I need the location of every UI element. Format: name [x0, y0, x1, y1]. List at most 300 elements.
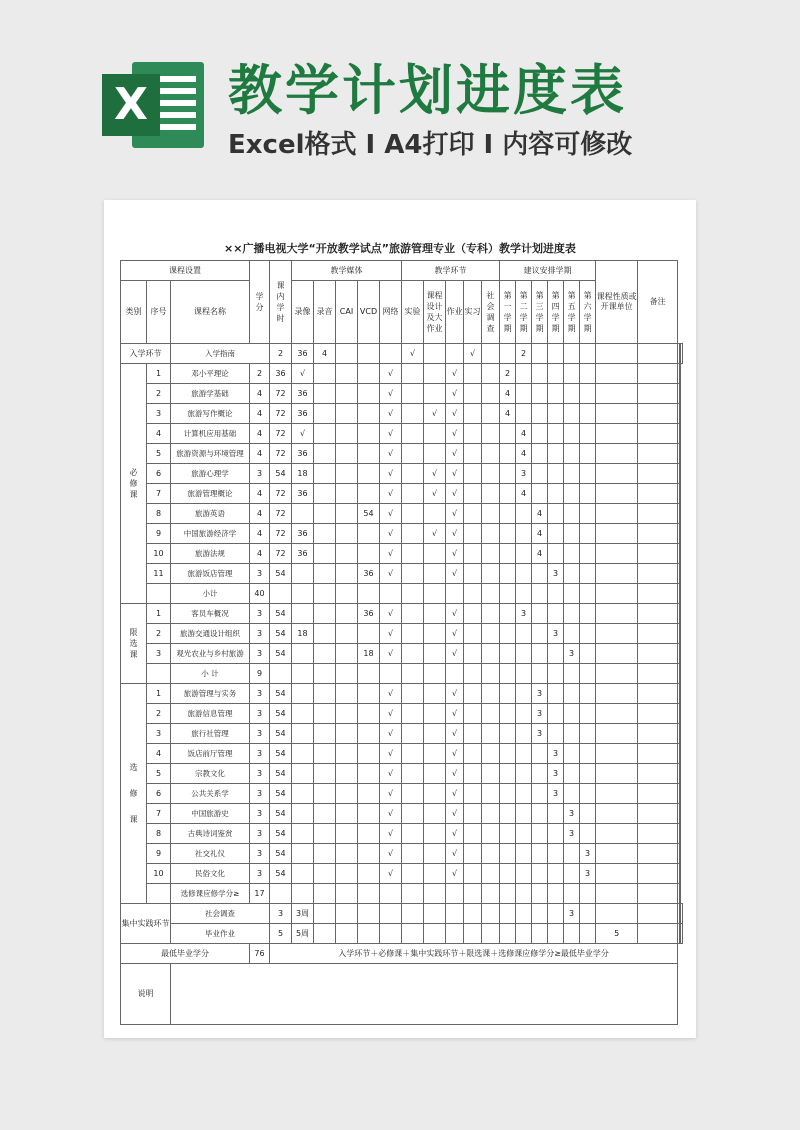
- data-cell: [358, 924, 380, 944]
- data-cell: 36: [292, 444, 314, 464]
- data-cell: [292, 804, 314, 824]
- data-cell: [532, 664, 548, 684]
- data-cell: √: [380, 524, 402, 544]
- data-cell: √: [424, 524, 446, 544]
- data-cell: [336, 824, 358, 844]
- data-cell: [336, 604, 358, 624]
- table-row: [121, 824, 683, 844]
- data-cell: √: [446, 364, 464, 384]
- data-cell: √: [380, 424, 402, 444]
- data-cell: [564, 464, 580, 484]
- data-cell: [500, 344, 516, 364]
- notes-label: 说明: [121, 964, 171, 1025]
- data-cell: [548, 484, 564, 504]
- data-cell: 36: [292, 484, 314, 504]
- data-cell: [638, 824, 678, 844]
- data-cell: [464, 684, 482, 704]
- data-cell: [580, 404, 596, 424]
- data-cell: [424, 664, 446, 684]
- data-cell: [380, 664, 402, 684]
- data-cell: [402, 724, 424, 744]
- course-name-cell: 计算机应用基础: [171, 424, 250, 444]
- data-cell: [464, 484, 482, 504]
- data-cell: √: [446, 544, 464, 564]
- data-cell: [358, 664, 380, 684]
- data-cell: [292, 824, 314, 844]
- data-cell: 18: [292, 464, 314, 484]
- plan-table: [120, 260, 683, 1025]
- data-cell: [564, 684, 580, 704]
- data-cell: √: [380, 604, 402, 624]
- data-cell: [564, 724, 580, 744]
- data-cell: [424, 384, 446, 404]
- data-cell: [564, 544, 580, 564]
- data-cell: [596, 744, 638, 764]
- data-cell: [402, 504, 424, 524]
- seq-cell: 1: [147, 364, 171, 384]
- data-cell: [402, 704, 424, 724]
- data-cell: [464, 764, 482, 784]
- header-link-survey: 社会调查: [482, 281, 500, 344]
- data-cell: [446, 884, 464, 904]
- data-cell: [292, 584, 314, 604]
- data-cell: [336, 904, 358, 924]
- data-cell: [516, 384, 532, 404]
- data-cell: [580, 544, 596, 564]
- data-cell: √: [446, 564, 464, 584]
- header-credit: 学分: [250, 261, 270, 344]
- data-cell: [500, 464, 516, 484]
- course-name-cell: 旅游管理与实务: [171, 684, 250, 704]
- data-cell: [424, 844, 446, 864]
- data-cell: [380, 924, 402, 944]
- data-cell: [548, 724, 564, 744]
- course-name-cell: 选修课应修学分≥: [171, 884, 250, 904]
- data-cell: 4: [250, 384, 270, 404]
- table-row: [121, 784, 683, 804]
- data-cell: √: [380, 824, 402, 844]
- remarks-cell: [679, 824, 681, 844]
- notes-content: [171, 964, 678, 1025]
- data-cell: 54: [270, 804, 292, 824]
- data-cell: [402, 404, 424, 424]
- data-cell: √: [446, 824, 464, 844]
- data-cell: [580, 784, 596, 804]
- data-cell: [314, 464, 336, 484]
- data-cell: [292, 724, 314, 744]
- data-cell: [564, 844, 580, 864]
- data-cell: [314, 484, 336, 504]
- data-cell: [358, 724, 380, 744]
- data-cell: [596, 524, 638, 544]
- data-cell: [380, 584, 402, 604]
- data-cell: [532, 864, 548, 884]
- data-cell: 36: [292, 524, 314, 544]
- table-row: [121, 964, 683, 1025]
- data-cell: [424, 544, 446, 564]
- data-cell: √: [380, 864, 402, 884]
- course-name-cell: 观光农业与乡村旅游: [171, 644, 250, 664]
- course-name-cell: 旅游交通设计组织: [171, 624, 250, 644]
- data-cell: [564, 664, 580, 684]
- data-cell: 72: [270, 544, 292, 564]
- data-cell: [402, 744, 424, 764]
- min-credit-label: 最低毕业学分: [121, 944, 250, 964]
- data-cell: 3: [564, 644, 580, 664]
- data-cell: 18: [358, 644, 380, 664]
- data-cell: [500, 524, 516, 544]
- data-cell: [500, 764, 516, 784]
- data-cell: [314, 744, 336, 764]
- data-cell: [358, 704, 380, 724]
- data-cell: [564, 624, 580, 644]
- data-cell: [500, 704, 516, 724]
- data-cell: [424, 804, 446, 824]
- data-cell: [516, 904, 532, 924]
- data-cell: [516, 664, 532, 684]
- data-cell: [532, 904, 548, 924]
- course-name-cell: 入学指南: [171, 344, 270, 364]
- header-media-video: 录像: [292, 281, 314, 344]
- data-cell: [516, 744, 532, 764]
- data-cell: 54: [270, 724, 292, 744]
- remarks-cell: [679, 684, 681, 704]
- data-cell: [380, 884, 402, 904]
- data-cell: [464, 924, 482, 944]
- data-cell: [358, 404, 380, 424]
- data-cell: [424, 344, 446, 364]
- data-cell: [638, 584, 678, 604]
- header-media-audio: 录音: [314, 281, 336, 344]
- data-cell: [270, 884, 292, 904]
- data-cell: [638, 404, 678, 424]
- data-cell: 4: [250, 544, 270, 564]
- remarks-cell: [679, 604, 681, 624]
- data-cell: 4: [500, 404, 516, 424]
- data-cell: [548, 424, 564, 444]
- data-cell: [516, 844, 532, 864]
- data-cell: [464, 444, 482, 464]
- data-cell: [292, 844, 314, 864]
- data-cell: √: [424, 404, 446, 424]
- data-cell: [500, 844, 516, 864]
- document-sheet: [104, 200, 696, 1038]
- seq-cell: [147, 584, 171, 604]
- data-cell: [596, 384, 638, 404]
- data-cell: [596, 804, 638, 824]
- data-cell: [292, 784, 314, 804]
- data-cell: [500, 804, 516, 824]
- data-cell: [292, 504, 314, 524]
- data-cell: [424, 444, 446, 464]
- data-cell: [638, 644, 678, 664]
- table-row: [121, 504, 683, 524]
- seq-cell: 7: [147, 804, 171, 824]
- data-cell: √: [446, 424, 464, 444]
- data-cell: [580, 724, 596, 744]
- data-cell: [564, 344, 580, 364]
- data-cell: 3: [250, 844, 270, 864]
- seq-cell: 1: [147, 684, 171, 704]
- data-cell: [402, 584, 424, 604]
- data-cell: 36: [292, 404, 314, 424]
- data-cell: [532, 884, 548, 904]
- data-cell: [482, 704, 500, 724]
- course-name-cell: 客员车概况: [171, 604, 250, 624]
- data-cell: [336, 404, 358, 424]
- header-semester-5: 第五学期: [564, 281, 580, 344]
- table-row: [121, 564, 683, 584]
- data-cell: [314, 424, 336, 444]
- course-name-cell: 邓小平理论: [171, 364, 250, 384]
- data-cell: [548, 704, 564, 724]
- data-cell: [464, 904, 482, 924]
- data-cell: 4: [500, 384, 516, 404]
- data-cell: [336, 804, 358, 824]
- data-cell: [314, 864, 336, 884]
- data-cell: [596, 704, 638, 724]
- remarks-cell: [679, 784, 681, 804]
- data-cell: [564, 504, 580, 524]
- data-cell: [336, 524, 358, 544]
- data-cell: 2: [516, 344, 532, 364]
- data-cell: [482, 564, 500, 584]
- data-cell: [638, 484, 678, 504]
- data-cell: [424, 364, 446, 384]
- data-cell: [482, 644, 500, 664]
- data-cell: 4: [250, 504, 270, 524]
- table-row: [121, 344, 683, 364]
- data-cell: 9: [250, 664, 270, 684]
- data-cell: [482, 844, 500, 864]
- remarks-cell: [679, 884, 681, 904]
- data-cell: [580, 804, 596, 824]
- data-cell: [638, 844, 678, 864]
- data-cell: [500, 584, 516, 604]
- data-cell: [314, 784, 336, 804]
- data-cell: [564, 384, 580, 404]
- data-cell: [532, 824, 548, 844]
- remarks-cell: [679, 704, 681, 724]
- data-cell: [516, 924, 532, 944]
- data-cell: [580, 924, 596, 944]
- table-row: [121, 484, 683, 504]
- data-cell: 54: [270, 684, 292, 704]
- table-row: [121, 604, 683, 624]
- data-cell: [446, 904, 464, 924]
- data-cell: 72: [270, 444, 292, 464]
- data-cell: [548, 404, 564, 424]
- data-cell: [314, 364, 336, 384]
- seq-cell: 10: [147, 864, 171, 884]
- remarks-cell: [679, 364, 681, 384]
- data-cell: [580, 484, 596, 504]
- seq-cell: 8: [147, 504, 171, 524]
- data-cell: [500, 884, 516, 904]
- data-cell: 4: [250, 444, 270, 464]
- credit-formula: 入学环节＋必修课＋集中实践环节＋限选课＋选修课应修学分≥最低毕业学分: [270, 944, 678, 964]
- data-cell: [596, 884, 638, 904]
- course-name-cell: 旅游学基础: [171, 384, 250, 404]
- data-cell: 3: [564, 824, 580, 844]
- data-cell: [292, 864, 314, 884]
- data-cell: 4: [250, 524, 270, 544]
- data-cell: [638, 344, 678, 364]
- data-cell: [380, 344, 402, 364]
- category-practice: 集中实践环节: [121, 904, 171, 944]
- data-cell: [500, 484, 516, 504]
- data-cell: [564, 764, 580, 784]
- data-cell: [402, 524, 424, 544]
- course-name-cell: 小 计: [171, 664, 250, 684]
- data-cell: [358, 484, 380, 504]
- data-cell: [336, 584, 358, 604]
- data-cell: 3: [250, 604, 270, 624]
- data-cell: [548, 464, 564, 484]
- data-cell: [580, 664, 596, 684]
- table-row: [121, 444, 683, 464]
- data-cell: 3: [250, 644, 270, 664]
- data-cell: √: [380, 804, 402, 824]
- data-cell: [336, 644, 358, 664]
- data-cell: [314, 444, 336, 464]
- data-cell: [548, 364, 564, 384]
- data-cell: √: [380, 364, 402, 384]
- data-cell: [596, 464, 638, 484]
- data-cell: [402, 364, 424, 384]
- data-cell: [482, 384, 500, 404]
- course-name-cell: 民俗文化: [171, 864, 250, 884]
- data-cell: [336, 884, 358, 904]
- data-cell: [446, 924, 464, 944]
- data-cell: [336, 864, 358, 884]
- data-cell: [532, 644, 548, 664]
- data-cell: √: [446, 704, 464, 724]
- data-cell: [580, 884, 596, 904]
- data-cell: [564, 604, 580, 624]
- seq-cell: 2: [147, 624, 171, 644]
- data-cell: [638, 504, 678, 524]
- data-cell: [596, 484, 638, 504]
- data-cell: [580, 904, 596, 924]
- data-cell: [402, 844, 424, 864]
- header-link-hw: 作业: [446, 281, 464, 344]
- table-row: [121, 524, 683, 544]
- data-cell: [532, 804, 548, 824]
- data-cell: [596, 784, 638, 804]
- header-semester-2: 第二学期: [516, 281, 532, 344]
- data-cell: [270, 584, 292, 604]
- data-cell: √: [446, 844, 464, 864]
- data-cell: [336, 544, 358, 564]
- seq-cell: 2: [147, 384, 171, 404]
- data-cell: √: [380, 684, 402, 704]
- data-cell: [638, 924, 678, 944]
- data-cell: √: [380, 624, 402, 644]
- data-cell: 54: [270, 864, 292, 884]
- data-cell: 36: [292, 344, 314, 364]
- data-cell: [638, 664, 678, 684]
- table-row: [121, 384, 683, 404]
- data-cell: [292, 644, 314, 664]
- data-cell: [464, 424, 482, 444]
- table-row: [121, 844, 683, 864]
- data-cell: √: [380, 724, 402, 744]
- data-cell: [638, 784, 678, 804]
- data-cell: [482, 724, 500, 744]
- min-credit-value: 76: [250, 944, 270, 964]
- data-cell: [402, 464, 424, 484]
- data-cell: [516, 584, 532, 604]
- header-course-name: 课程名称: [171, 281, 250, 344]
- data-cell: [596, 404, 638, 424]
- data-cell: [314, 564, 336, 584]
- data-cell: 72: [270, 484, 292, 504]
- data-cell: [638, 464, 678, 484]
- data-cell: 2: [270, 344, 292, 364]
- data-cell: [638, 764, 678, 784]
- seq-cell: 3: [147, 644, 171, 664]
- data-cell: [402, 664, 424, 684]
- data-cell: [564, 784, 580, 804]
- data-cell: [336, 424, 358, 444]
- data-cell: √: [292, 424, 314, 444]
- data-cell: √: [446, 644, 464, 664]
- header-links: 教学环节: [402, 261, 500, 281]
- seq-cell: 5: [147, 764, 171, 784]
- remarks-cell: [679, 764, 681, 784]
- data-cell: [358, 444, 380, 464]
- data-cell: 40: [250, 584, 270, 604]
- data-cell: [516, 504, 532, 524]
- data-cell: [314, 624, 336, 644]
- remarks-cell: [679, 664, 681, 684]
- data-cell: [464, 804, 482, 824]
- data-cell: [314, 904, 336, 924]
- data-cell: [516, 784, 532, 804]
- data-cell: √: [380, 464, 402, 484]
- course-name-cell: 旅游心理学: [171, 464, 250, 484]
- data-cell: [424, 584, 446, 604]
- data-cell: √: [446, 764, 464, 784]
- data-cell: 3: [580, 844, 596, 864]
- data-cell: [446, 584, 464, 604]
- data-cell: [532, 584, 548, 604]
- data-cell: [482, 604, 500, 624]
- data-cell: [482, 524, 500, 544]
- data-cell: [516, 824, 532, 844]
- data-cell: [464, 364, 482, 384]
- data-cell: [500, 564, 516, 584]
- data-cell: 3周: [292, 904, 314, 924]
- data-cell: [482, 444, 500, 464]
- data-cell: [424, 864, 446, 884]
- data-cell: [548, 824, 564, 844]
- data-cell: [358, 344, 380, 364]
- data-cell: √: [446, 384, 464, 404]
- remarks-cell: [679, 384, 681, 404]
- data-cell: [638, 704, 678, 724]
- data-cell: √: [446, 624, 464, 644]
- seq-cell: [147, 884, 171, 904]
- header-seq: 序号: [147, 281, 171, 344]
- data-cell: 4: [250, 424, 270, 444]
- data-cell: 3: [250, 804, 270, 824]
- course-name-cell: 旅游信息管理: [171, 704, 250, 724]
- data-cell: 3: [250, 744, 270, 764]
- header-semester-1: 第一学期: [500, 281, 516, 344]
- data-cell: √: [446, 604, 464, 624]
